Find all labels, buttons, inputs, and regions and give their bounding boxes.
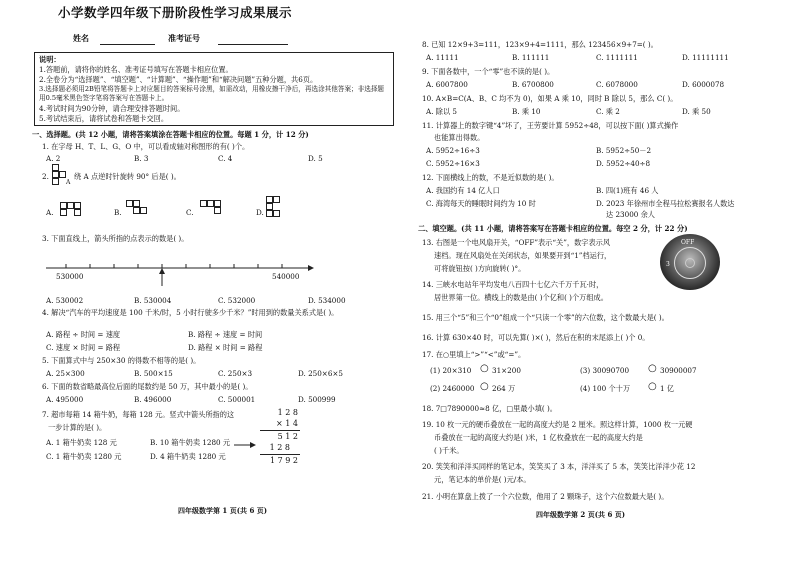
q17-item-2-left: (2) 2460000 (430, 384, 475, 393)
q7-option-b[interactable]: B. 10 箱牛奶卖 1280 元 (150, 438, 231, 447)
q5-text: 5. 下面算式中与 250×30 的得数不相等的是( )。 (42, 356, 201, 365)
instruction-line: 4.考试时间为90分钟，请合理安排答题时间。 (39, 104, 185, 113)
q2-text: 绕 A 点逆时针旋转 90° 后是( )。 (74, 172, 181, 181)
instruction-line: 1.答题前，请将你的姓名、准考证号填写在答题卡相应位置。 (39, 65, 233, 74)
q21-text: 21. 小明在算盘上拨了一个六位数，他用了 2 颗珠子，这个六位数最大是( )。 (422, 492, 669, 501)
name-label: 姓名 (73, 33, 89, 43)
q17-item-3-right: 30900007 (660, 366, 697, 375)
fan-off-label: OFF (681, 239, 695, 246)
q1-text: 1. 在字母 H、T、L、G、O 中，可以看成轴对称图形的有( )个。 (42, 142, 250, 151)
calc-row: 1 2 8 (277, 408, 298, 417)
q14-line: 居世界第一位。横线上的数是由( )个亿和( )个万组成。 (434, 293, 608, 302)
q10-option-d[interactable]: D. 乘 50 (682, 107, 711, 116)
instruction-line: 3.选择题必须用2B铅笔将答题卡上对应题目的答案标号涂黑，如需改动，用橡皮擦干净后，再选涂其他答案；非选择题用0.5毫米黑色签字笔将答案写在答题卡上。 (39, 85, 385, 102)
q3-tick-right: 540000 (272, 272, 300, 281)
q10-option-b[interactable]: B. 乘 10 (512, 107, 541, 116)
q20-line: 元，笔记本的单价是( )元/本。 (434, 475, 531, 484)
q3-text: 3. 下面直线上，箭头所指的点表示的数是( )。 (42, 234, 189, 243)
q19-line: ( )千米。 (434, 446, 464, 455)
q13-line: 速档。现在风扇处在关闭状态，如果要开到“1”档运行， (434, 251, 612, 260)
q1-option-d[interactable]: D. 5 (308, 154, 323, 163)
q7-option-c[interactable]: C. 1 箱牛奶卖 1280 元 (46, 452, 122, 461)
q4-option-b[interactable]: B. 路程 ÷ 速度 = 时间 (188, 330, 263, 339)
left-footer: 四年级数学第 1 页(共 6 页) (178, 506, 268, 515)
q6-option-c[interactable]: C. 500001 (218, 395, 256, 404)
q17-item-3-left: (3) 30090700 (580, 366, 630, 375)
q17-item-1-right: 31×200 (492, 366, 521, 375)
q2-point-label: A (66, 179, 71, 186)
q6-option-b[interactable]: B. 496000 (134, 395, 172, 404)
q16-line: 16. 计算 630×40 时，可以先算( )×( )，然后在积的末尾添上( )个 0。 (422, 333, 650, 342)
exam-title: 小学数学四年级下册阶段性学习成果展示 (58, 5, 293, 20)
q4-option-c[interactable]: C. 速度 × 时间 = 路程 (46, 343, 121, 352)
q19-line: 19. 10 枚一元的硬币叠放在一起的高度大约是 2 厘米。照这样计算，1000 枚一元硬 (422, 420, 693, 429)
q11-line1: 11. 计算器上的数字键“4”坏了，王劳要计算 5952÷48，可以按下面( )算式操作 (422, 121, 679, 130)
q5-option-a[interactable]: A. 25×300 (46, 369, 85, 378)
instruction-line: 2.全卷分为“选择题”、“填空题”、“计算题”、“操作题”和“解决问题”五种分题，共6页。 (39, 75, 318, 84)
q11-option-a[interactable]: A. 5952÷16÷3 (426, 146, 480, 155)
q9-option-a[interactable]: A. 6007800 (426, 80, 468, 89)
compare-circle-icon[interactable]: ○ (480, 381, 489, 392)
instructions-box (34, 52, 394, 126)
q2-option-a[interactable]: A. (46, 208, 54, 217)
q7-line2: 一步计算的是( )。 (48, 423, 107, 432)
q4-option-a[interactable]: A. 路程 ÷ 时间 = 速度 (46, 330, 121, 339)
q2-num: 2. (42, 172, 49, 181)
q9-option-d[interactable]: D. 6000078 (682, 80, 725, 89)
q5-option-d[interactable]: D. 250×6×5 (298, 369, 343, 378)
calc-row: 1 7 9 2 (270, 456, 298, 465)
fan-icon (685, 258, 695, 268)
q5-option-b[interactable]: B. 500×15 (134, 369, 173, 378)
q7-option-a[interactable]: A. 1 箱牛奶卖 128 元 (46, 438, 117, 447)
instruction-line: 5.考试结束后，请将试卷和答题卡交回。 (39, 114, 169, 123)
right-page (416, 0, 778, 561)
q18-text: 18. 7□7890000≈8 亿，□里最小填( )。 (422, 404, 557, 413)
q3-option-d[interactable]: D. 534000 (308, 296, 346, 305)
q4-option-d[interactable]: D. 路程 × 时间 = 路程 (188, 343, 263, 352)
q2-option-b[interactable]: B. (114, 208, 122, 217)
q8-option-c[interactable]: C. 1111111 (596, 53, 638, 62)
q1-option-a[interactable]: A. 2 (46, 154, 61, 163)
name-field[interactable] (100, 44, 155, 45)
compare-circle-icon[interactable]: ○ (480, 363, 489, 374)
id-field[interactable] (218, 44, 288, 45)
q8-option-a[interactable]: A. 11111 (426, 53, 459, 62)
q3-option-c[interactable]: C. 532000 (218, 296, 256, 305)
q4-text: 4. 解决“汽车的平均速度是 100 千米/时，5 小时行驶多少千米？”时用到的数量关系式是( )。 (42, 308, 339, 317)
compare-circle-icon[interactable]: ○ (648, 363, 657, 374)
calc-row: 1 2 8 (269, 443, 290, 452)
calc-row: × 1 4 (276, 419, 298, 428)
q3-tick-left: 530000 (56, 272, 84, 281)
q8-text: 8. 已知 12×9+3=111，123×9+4=1111，那么 123456×9+7=( )。 (422, 40, 658, 49)
section1-heading: 一、选择题。(共 12 小题，请将答案填涂在答题卡相应的位置。每题 1 分，计 12 分) (32, 130, 309, 139)
q3-option-a[interactable]: A. 530002 (46, 296, 84, 305)
compare-circle-icon[interactable]: ○ (648, 381, 657, 392)
q8-option-b[interactable]: B. 111111 (512, 53, 550, 62)
q10-text: 10. A×B=C(A、B、C 均不为 0)，如果 A 乘 10，同时 B 除以 5，那么 C( )。 (422, 94, 678, 103)
q11-line2: 也能算出得数。 (434, 133, 485, 142)
q12-option-d-cont: 达 23000 余人 (606, 210, 655, 219)
fan-number-label: 3 (666, 261, 670, 268)
q2-option-d[interactable]: D. (256, 208, 264, 217)
q13-line: 13. 右图是一个电风扇开关，“OFF”表示“关”，数字表示风 (422, 238, 611, 247)
q12-text: 12. 下面横线上的数，不是近似数的是( )。 (422, 173, 559, 182)
id-label: 准考证号 (168, 33, 200, 43)
q6-option-a[interactable]: A. 495000 (46, 395, 84, 404)
fan-switch-image (660, 234, 720, 290)
right-footer: 四年级数学第 2 页(共 6 页) (536, 510, 626, 519)
q1-option-c[interactable]: C. 4 (218, 154, 233, 163)
q6-option-d[interactable]: D. 500999 (298, 395, 336, 404)
q5-option-c[interactable]: C. 250×3 (218, 369, 253, 378)
q7-line1: 7. 超市每箱 14 箱牛奶，每箱 128 元。竖式中箭头所指的这 (42, 410, 235, 419)
q2-option-c[interactable]: C. (186, 208, 194, 217)
q20-line: 20. 笑笑和洋洋买同样的笔记本，笑笑买了 3 本，洋洋买了 5 本，笑笑比洋洋少花 12 (422, 462, 696, 471)
q11-option-c[interactable]: C. 5952÷16×3 (426, 159, 480, 168)
q7-option-d[interactable]: D. 4 箱牛奶卖 1280 元 (150, 452, 226, 461)
q12-option-d[interactable]: D. 2023 年徐州市全程马拉松赛报名人数达 (596, 199, 735, 208)
q9-option-b[interactable]: B. 6700800 (512, 80, 554, 89)
q14-line: 14. 三峡水电站年平均发电八百四十七亿六千万千瓦·时， (422, 280, 604, 289)
left-page (28, 0, 400, 561)
q9-option-c[interactable]: C. 6078000 (596, 80, 638, 89)
calc-row: 5 1 2 (277, 432, 298, 441)
q13-line: 可将旋钮按( )方向旋转( )°。 (434, 264, 526, 273)
q1-option-b[interactable]: B. 3 (134, 154, 149, 163)
q12-option-c[interactable]: C. 海湾每天的睡眠时间约为 10 时 (426, 199, 536, 208)
q19-line: 币叠放在一起的高度大约是( )米，1 亿枚叠放在一起的高度大约是 (434, 433, 643, 442)
q17-item-2-right: 264 万 (492, 384, 516, 393)
arrow-icon (234, 440, 256, 450)
q15-line: 15. 用三个“5”和三个“0”组成一个“只读一个零”的六位数，这个数最大是( )。 (422, 313, 669, 322)
q8-option-d[interactable]: D. 11111111 (682, 53, 729, 62)
q17-text: 17. 在○里填上“>”“<”或“=”。 (422, 350, 526, 359)
q12-option-b[interactable]: B. 四(1)班有 46 人 (596, 186, 659, 195)
q12-option-a[interactable]: A. 我国约有 14 亿人口 (426, 186, 500, 195)
q10-option-a[interactable]: A. 除以 5 (426, 107, 457, 116)
instructions-heading: 说明： (39, 55, 61, 64)
q6-text: 6. 下面的数省略最高位后面的尾数约是 50 万，其中最小的是( )。 (42, 382, 253, 391)
q17-item-4-right: 1 亿 (660, 384, 675, 393)
q11-option-d[interactable]: D. 5952÷40÷8 (596, 159, 651, 168)
q7-vertical-calc (256, 408, 304, 488)
q11-option-b[interactable]: B. 5952÷50－2 (596, 146, 652, 155)
section2-heading: 二、填空题。(共 11 小题，请将答案写在答题卡相应的位置。每空 2 分，计 22 分) (418, 224, 688, 233)
q10-option-c[interactable]: C. 乘 2 (596, 107, 620, 116)
q17-item-4-left: (4) 100 个十万 (580, 384, 631, 393)
q9-text: 9. 下面各数中，一个“零”也不读的是( )。 (422, 67, 555, 76)
q17-item-1-left: (1) 20×310 (430, 366, 472, 375)
q3-option-b[interactable]: B. 530004 (134, 296, 172, 305)
